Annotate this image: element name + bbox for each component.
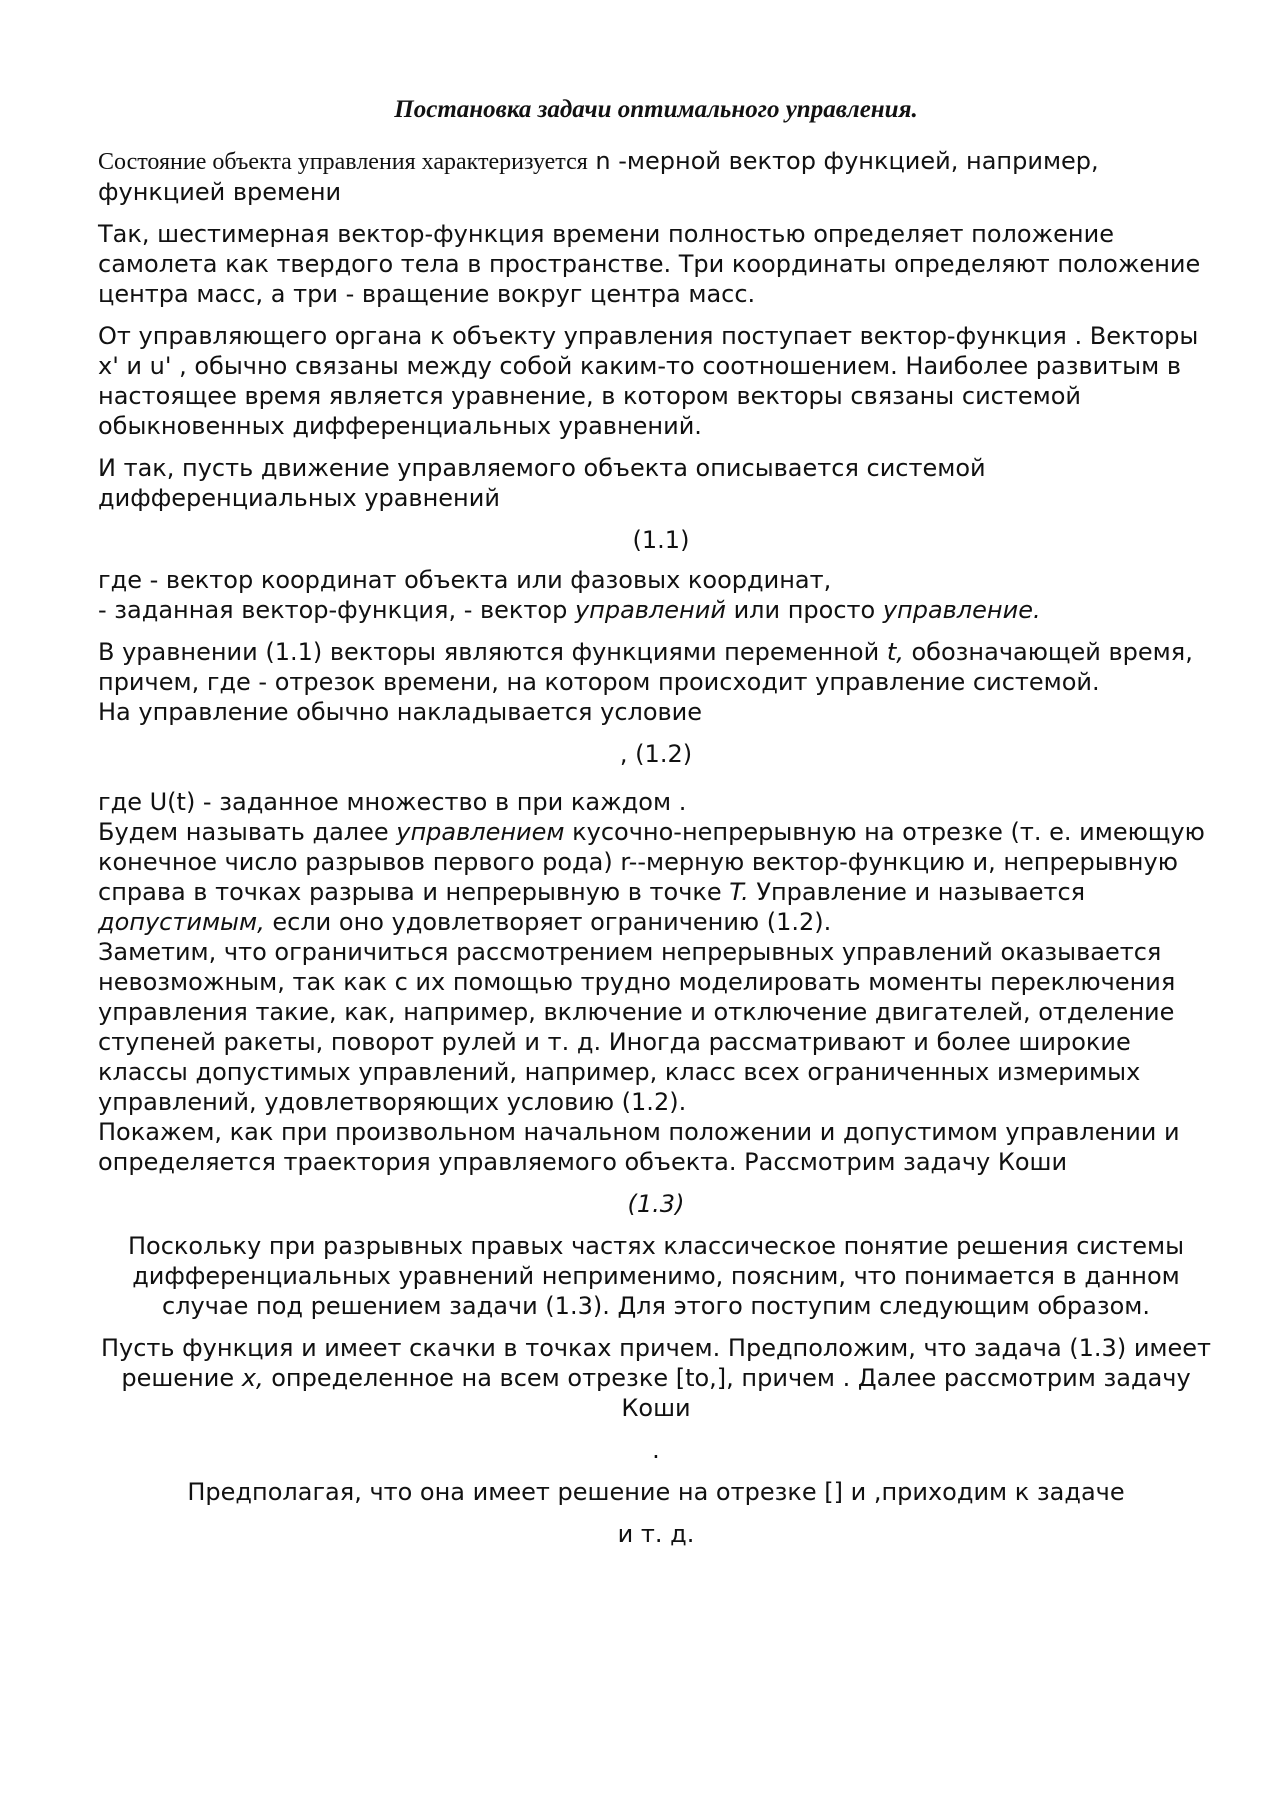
paragraph-state-vector-line2: функцией времени — [98, 178, 342, 206]
paragraph-state-vector — [98, 146, 1214, 207]
p8-em2: T. — [729, 878, 749, 906]
paragraph-continuous-controls: Заметим, что ограничиться рассмотрением непрерывных управлений оказывается невозможным, так как с их помощью трудно моделировать моменты переключения управления такие, как, например, включение и отключение двигателей, отделение ступеней ракеты, поворот рулей и т. д. Иногда рассматривают и более широкие классы допустимых управлений, например, класс всех ограниченных измеримых управлений, удовлетворяющих условию (1.2). — [98, 938, 1176, 1116]
p5-b: обозначающей время, причем, где - отрезок времени, на котором происходит управление системой. — [98, 638, 1193, 696]
equation-1-3-number: (1.3) — [627, 1190, 685, 1218]
equation-1-3 — [98, 1189, 1214, 1219]
p5-em: t, — [886, 638, 904, 666]
paragraph-equation-variables — [98, 637, 1214, 697]
where-line-2-em2: управление. — [882, 596, 1041, 624]
where-line-2-em1: управлений — [574, 596, 726, 624]
p8-c: Управление и называется — [748, 878, 1086, 906]
paragraph-admissible-control — [98, 817, 1214, 937]
paragraph-etc: и т. д. — [617, 1520, 695, 1548]
cauchy-equation-dot: . — [652, 1436, 660, 1464]
p8-a: Будем называть далее — [98, 818, 397, 846]
paragraph-set-u: где U(t) - заданное множество в при каждом . — [98, 788, 687, 816]
p8-em1: управлением — [396, 818, 565, 846]
p12-a: Пусть функция и имеет скачки в точках причем. Предположим, что задача (1.3) имеет решение — [100, 1334, 1212, 1392]
paragraph-state-vector-sans: n -мерной вектор функцией, например, — [587, 147, 1099, 175]
paragraph-where — [98, 565, 1214, 625]
equation-1-2: , (1.2) — [619, 740, 693, 768]
p5-a: В уравнении (1.1) векторы являются функциями переменной — [98, 638, 887, 666]
paragraph-control-input: От управляющего органа к объекту управления поступает вектор-функция . Векторы x' и u' , обычно связаны между собой каким-то соотношением. Наиболее развитым в настоящее время является уравнение, в котором векторы связаны системой обыкновенных дифференциальных уравнений. — [98, 322, 1199, 440]
document-page — [98, 92, 1214, 1549]
p8-d: если оно удовлетворяет ограничению (1.2). — [264, 908, 832, 936]
where-line-1: где - вектор координат объекта или фазовых координат, — [98, 566, 832, 594]
where-line-2-a: - заданная вектор-функция, - вектор — [98, 596, 575, 624]
document-title: Постановка задачи оптимального управления. — [394, 96, 918, 123]
paragraph-constraint-intro: На управление обычно накладывается условие — [98, 698, 703, 726]
paragraph-system-intro: И так, пусть движение управляемого объекта описывается системой дифференциальных уравнений — [98, 454, 986, 512]
p8-b: кусочно-непрерывную на отрезке (т. е. имеющую конечное число разрывов первого рода) r--мерную вектор-функцию и, непрерывную справа в точках разрыва и непрерывную в точке — [98, 818, 1205, 906]
paragraph-discontinuous: Поскольку при разрывных правых частях классическое понятие решения системы дифференциальных уравнений неприменимо, поясним, что понимается в данном случае под решением задачи (1.3). Для этого поступим следующим образом. — [127, 1232, 1185, 1320]
paragraph-cauchy-intro: Покажем, как при произвольном начальном положении и допустимом управлении и определяется траектория управляемого объекта. Рассмотрим задачу Коши — [98, 1118, 1180, 1176]
p12-b: определенное на всем отрезке [to,], причем . Далее рассмотрим задачу Коши — [263, 1364, 1191, 1422]
p12-em: x, — [241, 1364, 264, 1392]
paragraph-next-problem: Предполагая, что она имеет решение на отрезке [] и ,приходим к задаче — [187, 1478, 1125, 1506]
paragraph-state-vector-serif: Состояние объекта управления характеризуется — [98, 149, 588, 175]
equation-1-1 — [98, 525, 1214, 555]
paragraph-jumps — [98, 1333, 1214, 1423]
where-line-2-b: или просто — [725, 596, 883, 624]
paragraph-six-dim: Так, шестимерная вектор-функция времени полностью определяет положение самолета как твердого тела в пространстве. Три координаты определяют положение центра масс, а три - вращение вокруг центра масс. — [98, 220, 1201, 308]
equation-1-1-number: (1.1) — [632, 526, 690, 554]
p8-em3: допустимым, — [98, 908, 265, 936]
